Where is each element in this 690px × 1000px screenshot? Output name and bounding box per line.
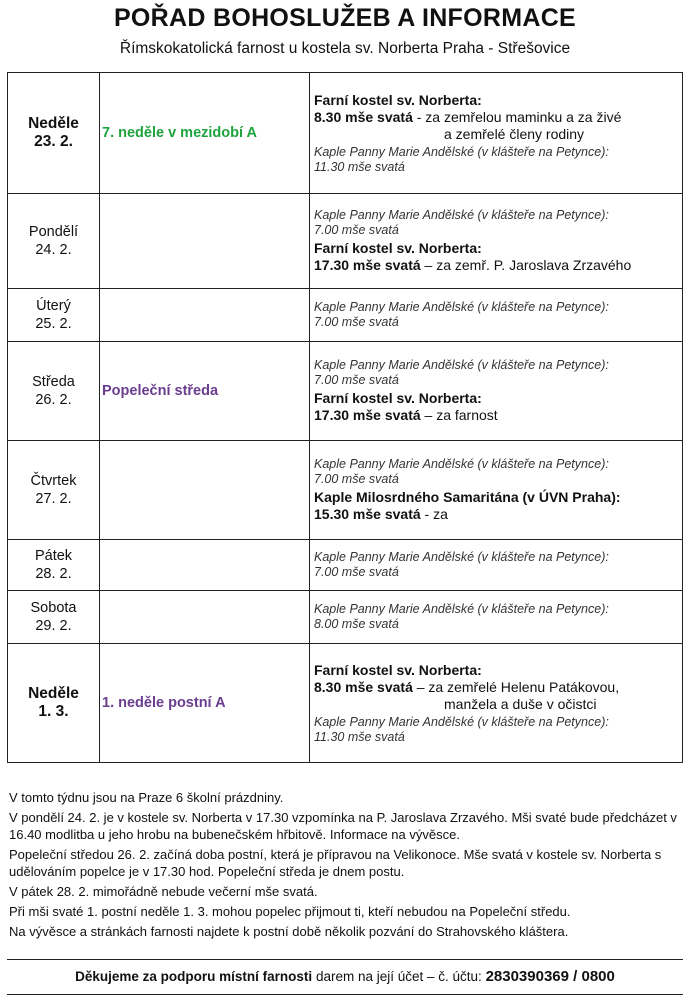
day-cell [8, 73, 100, 194]
chapel-place: Kaple Panny Marie Andělské (v klášteře na Petynce): [314, 144, 609, 159]
table-row [8, 644, 683, 763]
services-cell [310, 441, 683, 540]
chapel-place: Kaple Panny Marie Andělské (v klášteře na Petynce): [314, 358, 609, 372]
footer-rule-bottom [7, 994, 683, 995]
services-cell [310, 591, 683, 644]
services-cell [310, 194, 683, 289]
parish-place: Farní kostel sv. Norberta: [314, 240, 482, 256]
parish-intent: – za zemř. P. Jaroslava Zrzavého [424, 257, 632, 273]
table-row [8, 591, 683, 644]
chapel-mass: 7.00 mše svatá [314, 315, 399, 329]
liturgy-label: 1. neděle postní A [102, 695, 226, 711]
table-row [8, 73, 683, 194]
chapel-place: Kaple Panny Marie Andělské (v klášteře na Petynce): [314, 208, 609, 222]
announcement: V tomto týdnu jsou na Praze 6 školní prázdniny. [9, 790, 284, 805]
parish-intent: – za farnost [424, 407, 498, 423]
chapel-mass: 11.30 mše svatá [314, 159, 405, 174]
parish-mass: 8.30 mše svatá [314, 108, 413, 125]
chapel-mass: 7.00 mše svatá [314, 472, 399, 486]
table-row [8, 540, 683, 591]
liturgy-cell [100, 591, 310, 644]
liturgy-label: Popeleční středa [102, 383, 219, 399]
day-date: 28. 2. [35, 566, 72, 582]
chapel-place: Kaple Panny Marie Andělské (v klášteře na Petynce): [314, 714, 609, 729]
day-name: Neděle [28, 685, 79, 702]
day-name: Pondělí [28, 224, 79, 240]
chapel-place: Kaple Panny Marie Andělské (v klášteře na Petynce): [314, 457, 609, 471]
day-date: 26. 2. [35, 392, 72, 408]
chapel-mass: 8.00 mše svatá [314, 617, 399, 631]
day-name: Pátek [34, 548, 73, 564]
announcement: Na vývěsce a stránkách farnosti najdete k postní době několik pozvání do Strahovského kláštera. [9, 924, 569, 939]
services-cell [310, 540, 683, 591]
day-cell [8, 289, 100, 342]
parish-intent: - za zemřelou maminku a za živé [416, 108, 622, 125]
services-cell [310, 289, 683, 342]
parish-intent-cont: manžela a duše v očistci [444, 695, 597, 712]
announcement: Při mši svaté 1. postní neděle 1. 3. mohou popelec přijmout ti, kteří nebudou na Popeleční středu. [9, 904, 571, 919]
day-cell [8, 441, 100, 540]
chapel-place: Kaple Panny Marie Andělské (v klášteře na Petynce): [314, 550, 609, 564]
liturgy-label: 7. neděle v mezidobí A [102, 125, 257, 141]
chapel-mass: 7.00 mše svatá [314, 565, 399, 579]
parish-place: Farní kostel sv. Norberta: [314, 91, 482, 108]
bank-account: 2830390369 / 0800 [485, 968, 615, 985]
liturgy-cell [100, 540, 310, 591]
announcement: V pondělí 24. 2. je v kostele sv. Norberta v 17.30 vzpomínka na P. Jaroslava Zrzavého. Mši svaté bude předcházet v 16.40 modlitba u jeho hrobu na bubenečském hřbitově. Informace na vývěsce. [9, 810, 677, 842]
liturgy-cell [100, 194, 310, 289]
day-name: Čtvrtek [30, 473, 77, 489]
day-cell [8, 540, 100, 591]
table-row [8, 289, 683, 342]
table-row [8, 342, 683, 441]
parish-mass: 17.30 mše svatá [314, 407, 421, 423]
footer-rule-top [7, 959, 683, 960]
day-name: Neděle [28, 115, 79, 132]
parish-intent: – za zemřelé Helenu Patákovou, [416, 678, 620, 695]
day-cell [8, 644, 100, 763]
parish-place: Farní kostel sv. Norberta: [314, 661, 482, 678]
footer [0, 968, 690, 985]
day-date: 24. 2. [35, 242, 72, 258]
services-cell [310, 644, 683, 763]
chapel-mass: 7.00 mše svatá [314, 223, 399, 237]
other-place: Kaple Milosrdného Samaritána (v ÚVN Praha): [314, 489, 621, 505]
liturgy-cell [100, 644, 310, 763]
liturgy-cell [100, 73, 310, 194]
parish-intent-cont: a zemřelé členy rodiny [444, 125, 585, 142]
chapel-mass: 7.00 mše svatá [314, 373, 399, 387]
day-name: Sobota [30, 600, 77, 616]
day-date: 23. 2. [34, 133, 73, 150]
day-date: 25. 2. [35, 316, 72, 332]
other-mass: 15.30 mše svatá [314, 506, 421, 522]
chapel-place: Kaple Panny Marie Andělské (v klášteře na Petynce): [314, 602, 609, 616]
day-cell [8, 194, 100, 289]
schedule-table [7, 72, 683, 763]
chapel-mass: 11.30 mše svatá [314, 729, 405, 744]
footer-thanks: Děkujeme za podporu místní farnosti [75, 969, 313, 984]
day-date: 29. 2. [35, 618, 72, 634]
parish-mass: 8.30 mše svatá [314, 678, 413, 695]
services-cell [310, 73, 683, 194]
parish-place: Farní kostel sv. Norberta: [314, 390, 482, 406]
announcement: V pátek 28. 2. mimořádně nebude večerní mše svatá. [9, 884, 318, 899]
chapel-place: Kaple Panny Marie Andělské (v klášteře na Petynce): [314, 300, 609, 314]
liturgy-cell [100, 289, 310, 342]
table-row [8, 194, 683, 289]
page-subtitle: Římskokatolická farnost u kostela sv. Norberta Praha - Střešovice [119, 40, 571, 57]
page-title: POŘAD BOHOSLUŽEB A INFORMACE [113, 4, 577, 32]
liturgy-cell [100, 342, 310, 441]
day-date: 27. 2. [35, 491, 72, 507]
announcements [9, 789, 681, 943]
parish-mass: 17.30 mše svatá [314, 257, 421, 273]
liturgy-cell [100, 441, 310, 540]
other-intent: - za [424, 506, 448, 522]
announcement: Popeleční středou 26. 2. začíná doba postní, která je přípravou na Velikonoce. Mše svatá v kostele sv. Norberta s udělováním popelce je v 17.30 hod. Popeleční středa je dnem postu. [9, 847, 662, 879]
footer-middle: darem na její účet – č. účtu: [315, 969, 482, 984]
day-name: Středa [32, 374, 75, 390]
day-cell [8, 342, 100, 441]
day-date: 1. 3. [38, 703, 69, 720]
day-name: Úterý [36, 298, 71, 314]
table-row [8, 441, 683, 540]
services-cell [310, 342, 683, 441]
day-cell [8, 591, 100, 644]
